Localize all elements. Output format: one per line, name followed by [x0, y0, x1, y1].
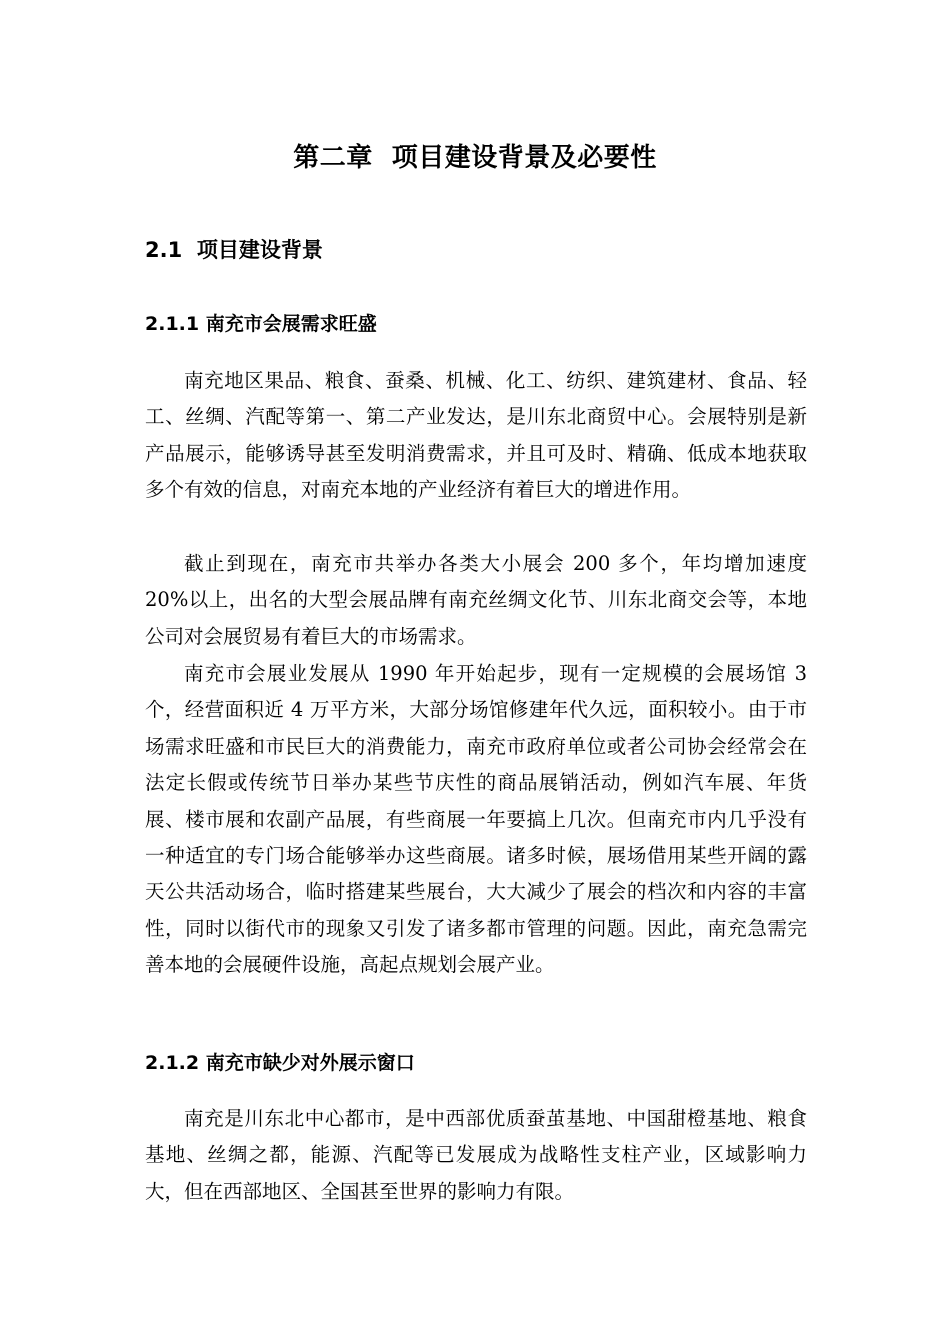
paragraph-2-1-1-2: 截止到现在，南充市共举办各类大小展会 200 多个，年均增加速度 20%以上，出名的大型会展品牌有南充丝绸文化节、川东北商交会等，本地公司对会展贸易有着巨大的市场需求。: [145, 552, 807, 648]
subsection-heading-2-1-2: 2.1.2 南充市缺少对外展示窗口: [145, 1052, 415, 1074]
paragraph-2-1-1-3: 南充市会展业发展从 1990 年开始起步，现有一定规模的会展场馆 3 个，经营面积近 4 万平方米，大部分场馆修建年代久远，面积较小。由于市场需求旺盛和市民巨大的消费能力，南充市政府单位或者公司协会经常会在法定长假或传统节日举办某些节庆性的商品展销活动，例如汽车展、年货展、楼市展和农副产品展，有些商展一年要搞上几次。但南充市内几乎没有一种适宜的专门场合能够举办这些商展。诸多时候，展场借用某些开阔的露天公共活动场合，临时搭建某些展台，大大减少了展会的档次和内容的丰富性，同时以街代市的现象又引发了诸多都市管理的问题。因此，南充急需完善本地的会展硬件设施，高起点规划会展产业。: [145, 662, 807, 977]
paragraph-2-1-2-1: 南充是川东北中心都市，是中西部优质蚕茧基地、中国甜橙基地、粮食基地、丝绸之都，能源、汽配等已发展成为战略性支柱产业，区域影响力大，但在西部地区、全国甚至世界的影响力有限。: [145, 1107, 807, 1203]
paragraph-2-1-1-1: 南充地区果品、粮食、蚕桑、机械、化工、纺织、建筑建材、食品、轻工、丝绸、汽配等第一、第二产业发达，是川东北商贸中心。会展特别是新产品展示，能够诱导甚至发明消费需求，并且可及时、精确、低成本地获取多个有效的信息，对南充本地的产业经济有着巨大的增进作用。: [145, 369, 807, 502]
subsection-heading-2-1-1: 2.1.1 南充市会展需求旺盛: [145, 313, 377, 335]
chapter-title: 第二章 项目建设背景及必要性: [293, 143, 657, 173]
section-heading-2-1: 2.1 项目建设背景: [145, 238, 323, 262]
